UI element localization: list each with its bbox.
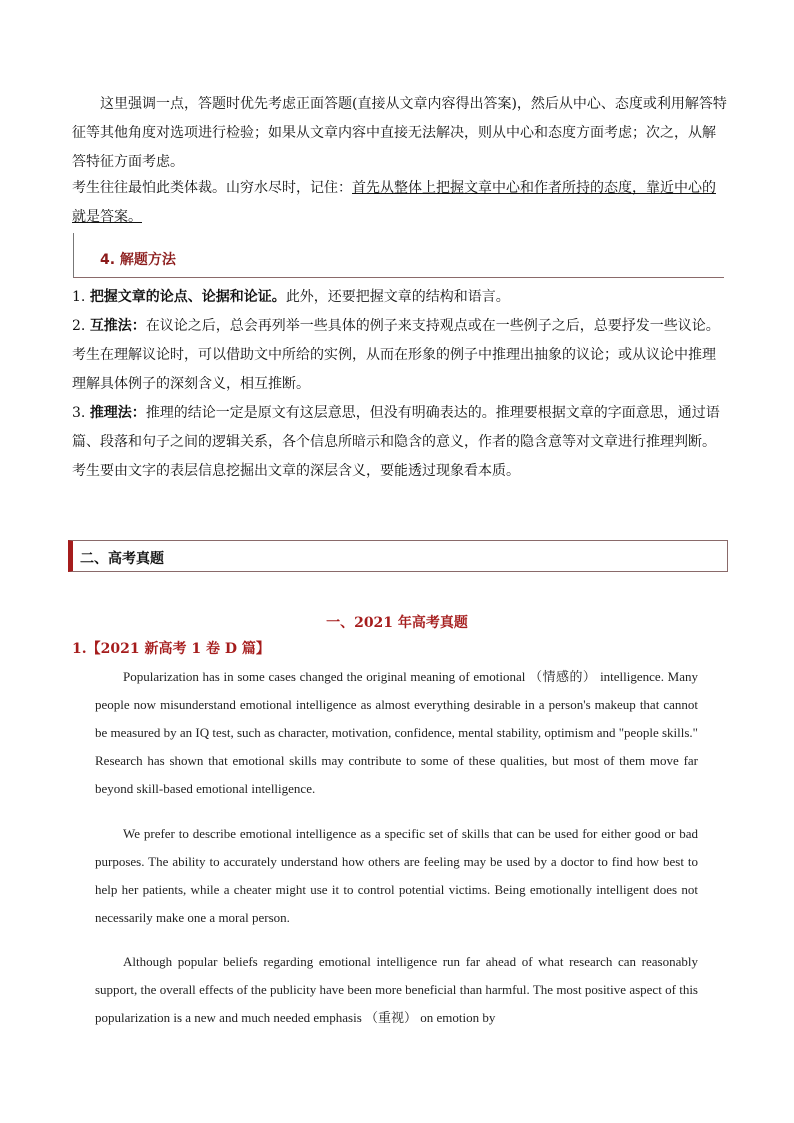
passage-paragraph-1: Popularization has in some cases changed the original meaning of emotional （情感的） intelligence. Many people now misunderstand emotional intelligence as almost everything desirable in a person's makeup that cannot be measured by an IQ test, such as character, motivation, confidence, mental stability, optimism and "people skills." Research has shown that emotional skills may contribute to some of these qualities, but most of them move far beyond skill-based emotional intelligence. [95,669,698,796]
method-item [72,312,727,399]
method-name: 推理法： [89,405,146,421]
method-list [72,283,727,486]
method-number: 1. [72,289,90,305]
tip-underlined: 首先从整体上把握文章中心和作者所持的态度，靠近中心的就是答案。 [72,180,716,225]
intro-memory-tip [72,174,727,232]
method-name: 把握文章的论点、论据和论证。 [89,289,286,305]
method-item [72,399,727,486]
tip-prefix: 考生往往最怕此类体裁。山穷水尽时，记住： [72,180,352,196]
method-text: 此外，还要把握文章的结构和语言。 [285,289,510,305]
section4-title: 4. 解题方法 [100,252,176,268]
intro-paragraph: 这里强调一点，答题时优先考虑正面答题(直接从文章内容得出答案)，然后从中心、态度或利用解答特征等其他角度对选项进行检验；如果从文章内容中直接无法解决，则从中心和态度方面考虑；次之，从解答特征方面考虑。 [72,96,727,170]
method-text: 推理的结论一定是原文有这层意思，但没有明确表达的。推理要根据文章的字面意思，通过语篇、段落和句子之间的逻辑关系，各个信息所暗示和隐含的意义，作者的隐含意等对文章进行推理判断。考生要由文字的表层信息挖掘出文章的深层含义，要能透过现象看本质。 [72,405,720,479]
passage-paragraph-3: Although popular beliefs regarding emotional intelligence run far ahead of what research can reasonably support, the overall effects of the publicity have been more beneficial than harmful. The most positive aspect of this popularization is a new and much needed emphasis （重视） on emotion by [95,954,698,1025]
section2-title: 二、高考真题 [80,551,164,567]
method-number: 2. [72,318,90,334]
method-text: 在议论之后，总会再列举一些具体的例子来支持观点或在一些例子之后，总要抒发一些议论。考生在理解议论时，可以借助文中所给的实例，从而在形象的例子中推理出抽象的议论；或从议论中推理理解具体例子的深刻含义，相互推断。 [72,318,720,392]
method-name: 互推法： [89,318,146,334]
passage-paragraph-2: We prefer to describe emotional intelligence as a specific set of skills that can be used for either good or bad purposes. The ability to accurately understand how others are feeling may be used by a doctor to find how best to help her patients, while a cheater might use it to control potential victims. Being emotionally intelligent does not necessarily make one a moral person. [95,826,698,925]
method-number: 3. [72,405,90,421]
section2-heading-box [68,540,728,572]
method-item [72,283,727,312]
question-title: 1.【2021 新高考 1 卷 D 篇】 [72,641,270,657]
year-title: 一、2021 年高考真题 [326,615,468,631]
